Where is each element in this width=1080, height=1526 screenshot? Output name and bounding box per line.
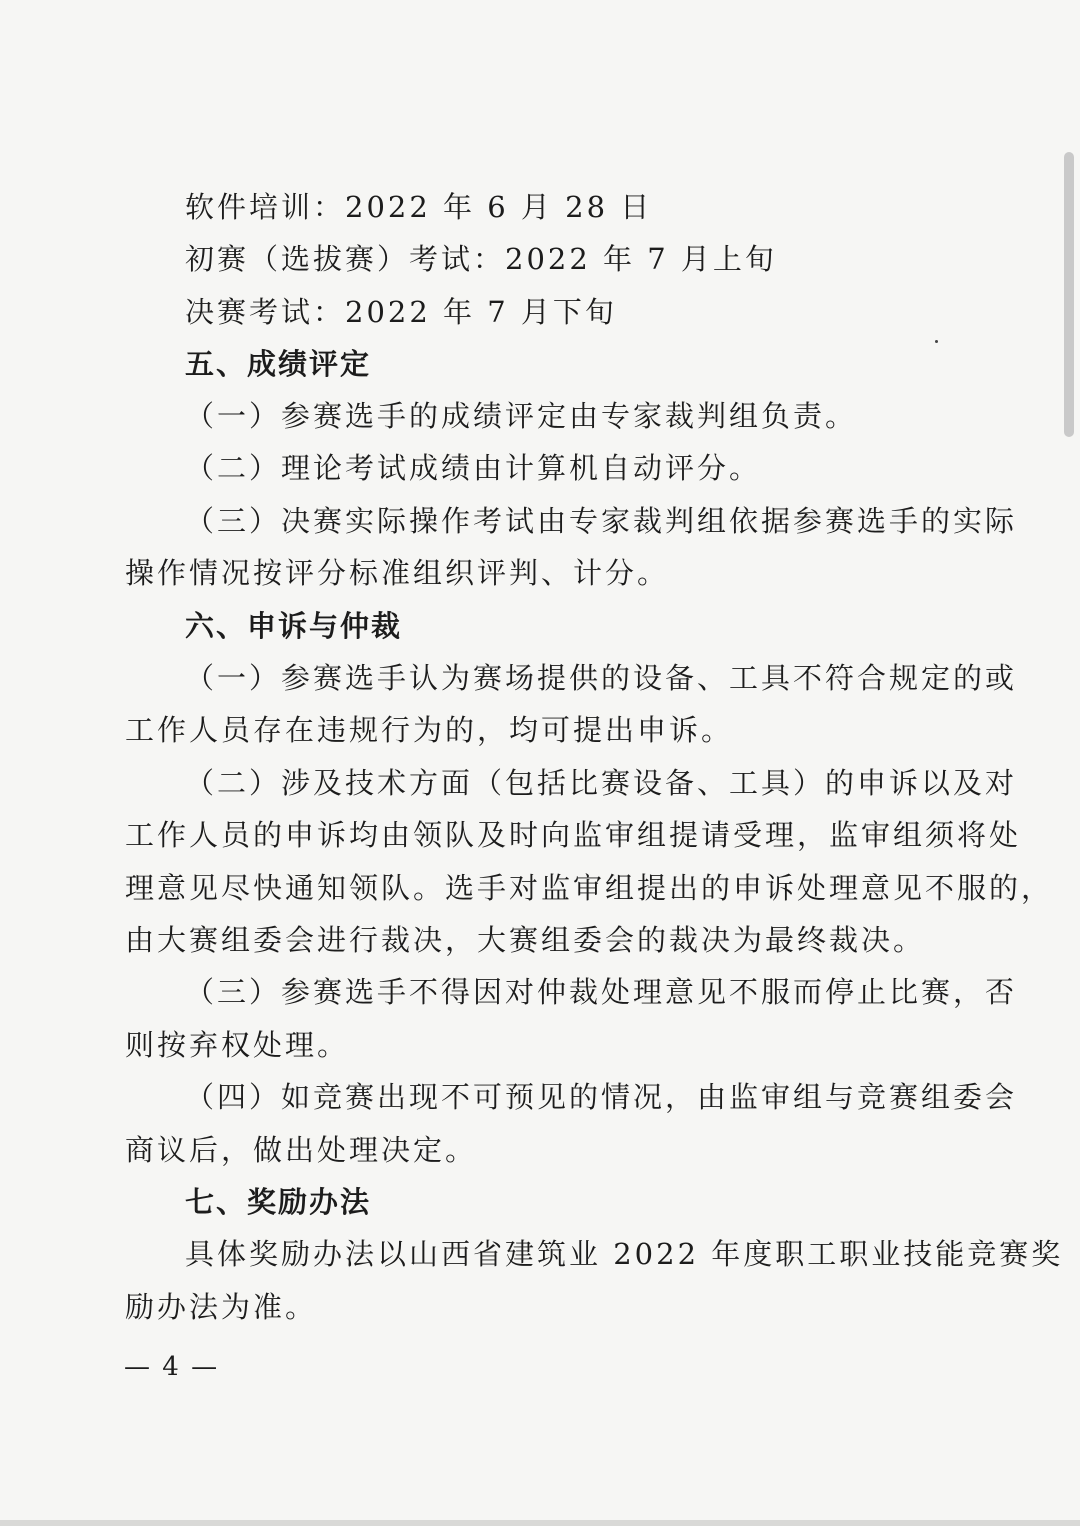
- section6-item2-line1: （二）涉及技术方面（包括比赛设备、工具）的申诉以及对: [185, 766, 1018, 800]
- section7-heading: 七、奖励办法: [185, 1185, 372, 1219]
- section7-body-line1: 具体奖励办法以山西省建筑业 2022 年度职工职业技能竞赛奖: [185, 1237, 1064, 1271]
- section6-item3-line1: （三）参赛选手不得因对仲裁处理意见不服而停止比赛，否: [185, 975, 1018, 1009]
- schedule-preliminary: 初赛（选拔赛）考试：2022 年 7 月上旬: [185, 242, 777, 276]
- section5-heading: 五、成绩评定: [185, 347, 372, 381]
- section6-item2-line4: 由大赛组委会进行裁决，大赛组委会的裁决为最终裁决。: [125, 923, 926, 957]
- section5-item3-line1: （三）决赛实际操作考试由专家裁判组依据参赛选手的实际: [185, 504, 1018, 538]
- schedule-software-training: 软件培训：2022 年 6 月 28 日: [185, 190, 653, 224]
- scrollbar-thumb[interactable]: [1064, 152, 1074, 437]
- section6-item4-line2: 商议后，做出处理决定。: [125, 1133, 478, 1167]
- section5-item2: （二）理论考试成绩由计算机自动评分。: [185, 451, 762, 485]
- scan-speck: [935, 340, 938, 343]
- schedule-final: 决赛考试：2022 年 7 月下旬: [185, 295, 617, 329]
- section6-heading: 六、申诉与仲裁: [185, 609, 403, 643]
- section6-item1-line1: （一）参赛选手认为赛场提供的设备、工具不符合规定的或: [185, 661, 1018, 695]
- section6-item1-line2: 工作人员存在违规行为的，均可提出申诉。: [125, 713, 734, 747]
- section6-item2-line2: 工作人员的申诉均由领队及时向监审组提请受理，监审组须将处: [125, 818, 1022, 852]
- page-bottom-edge: [0, 1520, 1080, 1526]
- section7-body-line2: 励办法为准。: [125, 1290, 318, 1324]
- section6-item3-line2: 则按弃权处理。: [125, 1028, 350, 1062]
- section6-item2-line3: 理意见尽快通知领队。选手对监审组提出的申诉处理意见不服的，: [125, 871, 1054, 905]
- section6-item4-line1: （四）如竞赛出现不可预见的情况，由监审组与竞赛组委会: [185, 1080, 1018, 1114]
- section5-item3-line2: 操作情况按评分标准组织评判、计分。: [125, 556, 670, 590]
- section5-item1: （一）参赛选手的成绩评定由专家裁判组负责。: [185, 399, 858, 433]
- page-number: — 4 —: [124, 1352, 220, 1382]
